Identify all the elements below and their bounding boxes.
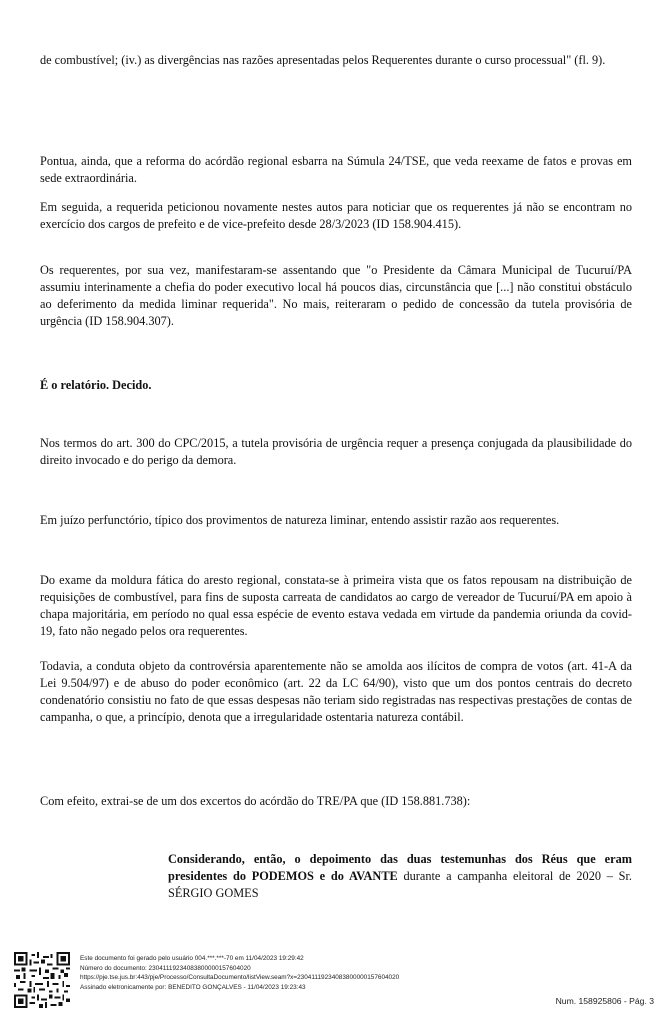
- paragraph-6: Em juízo perfunctório, típico dos provimentos de natureza liminar, entendo assistir razão aos requerentes.: [40, 513, 560, 527]
- footer-metadata: [80, 954, 399, 992]
- paragraph-9: Com efeito, extrai-se de um dos excertos do acórdão do TRE/PA que (ID 158.881.738):: [40, 794, 471, 808]
- paragraph-7: Do exame da moldura fática do aresto regional, constata-se à primeira vista que os fatos repousam na distribuição de requisições de combustível, para fins de suposta carreata de candidatos ao cargo de vereador de Tucuruí/PA em apoio à chapa majoritária, em período no qual essa espécie de evento estava vedada em virtude da pandemia oriunda da covid-19, fato não negado pelos ora requerentes.: [40, 573, 632, 638]
- paragraph-5: Nos termos do art. 300 do CPC/2015, a tutela provisória de urgência requer a presença conjugada da plausibilidade do direito invocado e do perigo da demora.: [40, 436, 632, 467]
- footer-url[interactable]: https://pje.tse.jus.br:443/pje/Processo/ConsultaDocumento/listView.seam?x=23041119234083800000157604020: [80, 974, 400, 982]
- footer-document-number: Número do documento: 23041119234083800000157604020: [80, 964, 251, 972]
- quote-normal-text: durante a campanha eleitoral de 2020 – Sr. SÉRGIO GOMES: [168, 869, 633, 900]
- footer-signature: Assinado eletronicamente por: BENEDITO GONÇALVES - 11/04/2023 19:23:43: [80, 983, 306, 991]
- block-quote: [168, 851, 632, 902]
- qr-code-icon: [14, 952, 70, 1008]
- paragraph-1: de combustível; (iv.) as divergências nas razões apresentadas pelos Requerentes durante o curso processual" (fl. 9).: [40, 53, 606, 67]
- document-footer: [0, 944, 668, 1024]
- paragraph-4: Os requerentes, por sua vez, manifestaram-se assentando que "o Presidente da Câmara Municipal de Tucuruí/PA assumiu interinamente a chefia do poder executivo local há poucos dias, circunstância que [...] não constitui obstáculo ao deferimento da medida liminar requerida". No mais, reiteraram o pedido de concessão da tutela provisória de urgência (ID 158.904.307).: [40, 263, 632, 328]
- quote-bold-text: Considerando, então, o depoimento das duas testemunhas dos Réus que eram presidentes do PODEMOS e do AVANTE: [168, 852, 632, 883]
- paragraph-8: Todavia, a conduta objeto da controvérsia aparentemente não se amolda aos ilícitos de compra de votos (art. 41-A da Lei 9.504/97) e de abuso do poder econômico (art. 22 da LC 64/90), visto que um dos pontos centrais do decreto condenatório consistiu no fato de que essas despesas não teriam sido registradas nas respectivas prestações de contas de campanha, o que, a princípio, denota que a irregularidade ostentaria natureza contábil.: [40, 659, 632, 724]
- section-heading: É o relatório. Decido.: [40, 378, 152, 392]
- page-number: Num. 158925806 - Pág. 3: [555, 996, 654, 1006]
- paragraph-3: Em seguida, a requerida peticionou novamente nestes autos para noticiar que os requerentes já não se encontram no exercício dos cargos de prefeito e de vice-prefeito desde 28/3/2023 (ID 158.904.415).: [40, 200, 632, 231]
- paragraph-2: Pontua, ainda, que a reforma do acórdão regional esbarra na Súmula 24/TSE, que veda reexame de fatos e provas em sede extraordinária.: [40, 154, 632, 185]
- footer-generated-line: Este documento foi gerado pelo usuário 004.***.***-70 em 11/04/2023 19:29:42: [80, 955, 304, 962]
